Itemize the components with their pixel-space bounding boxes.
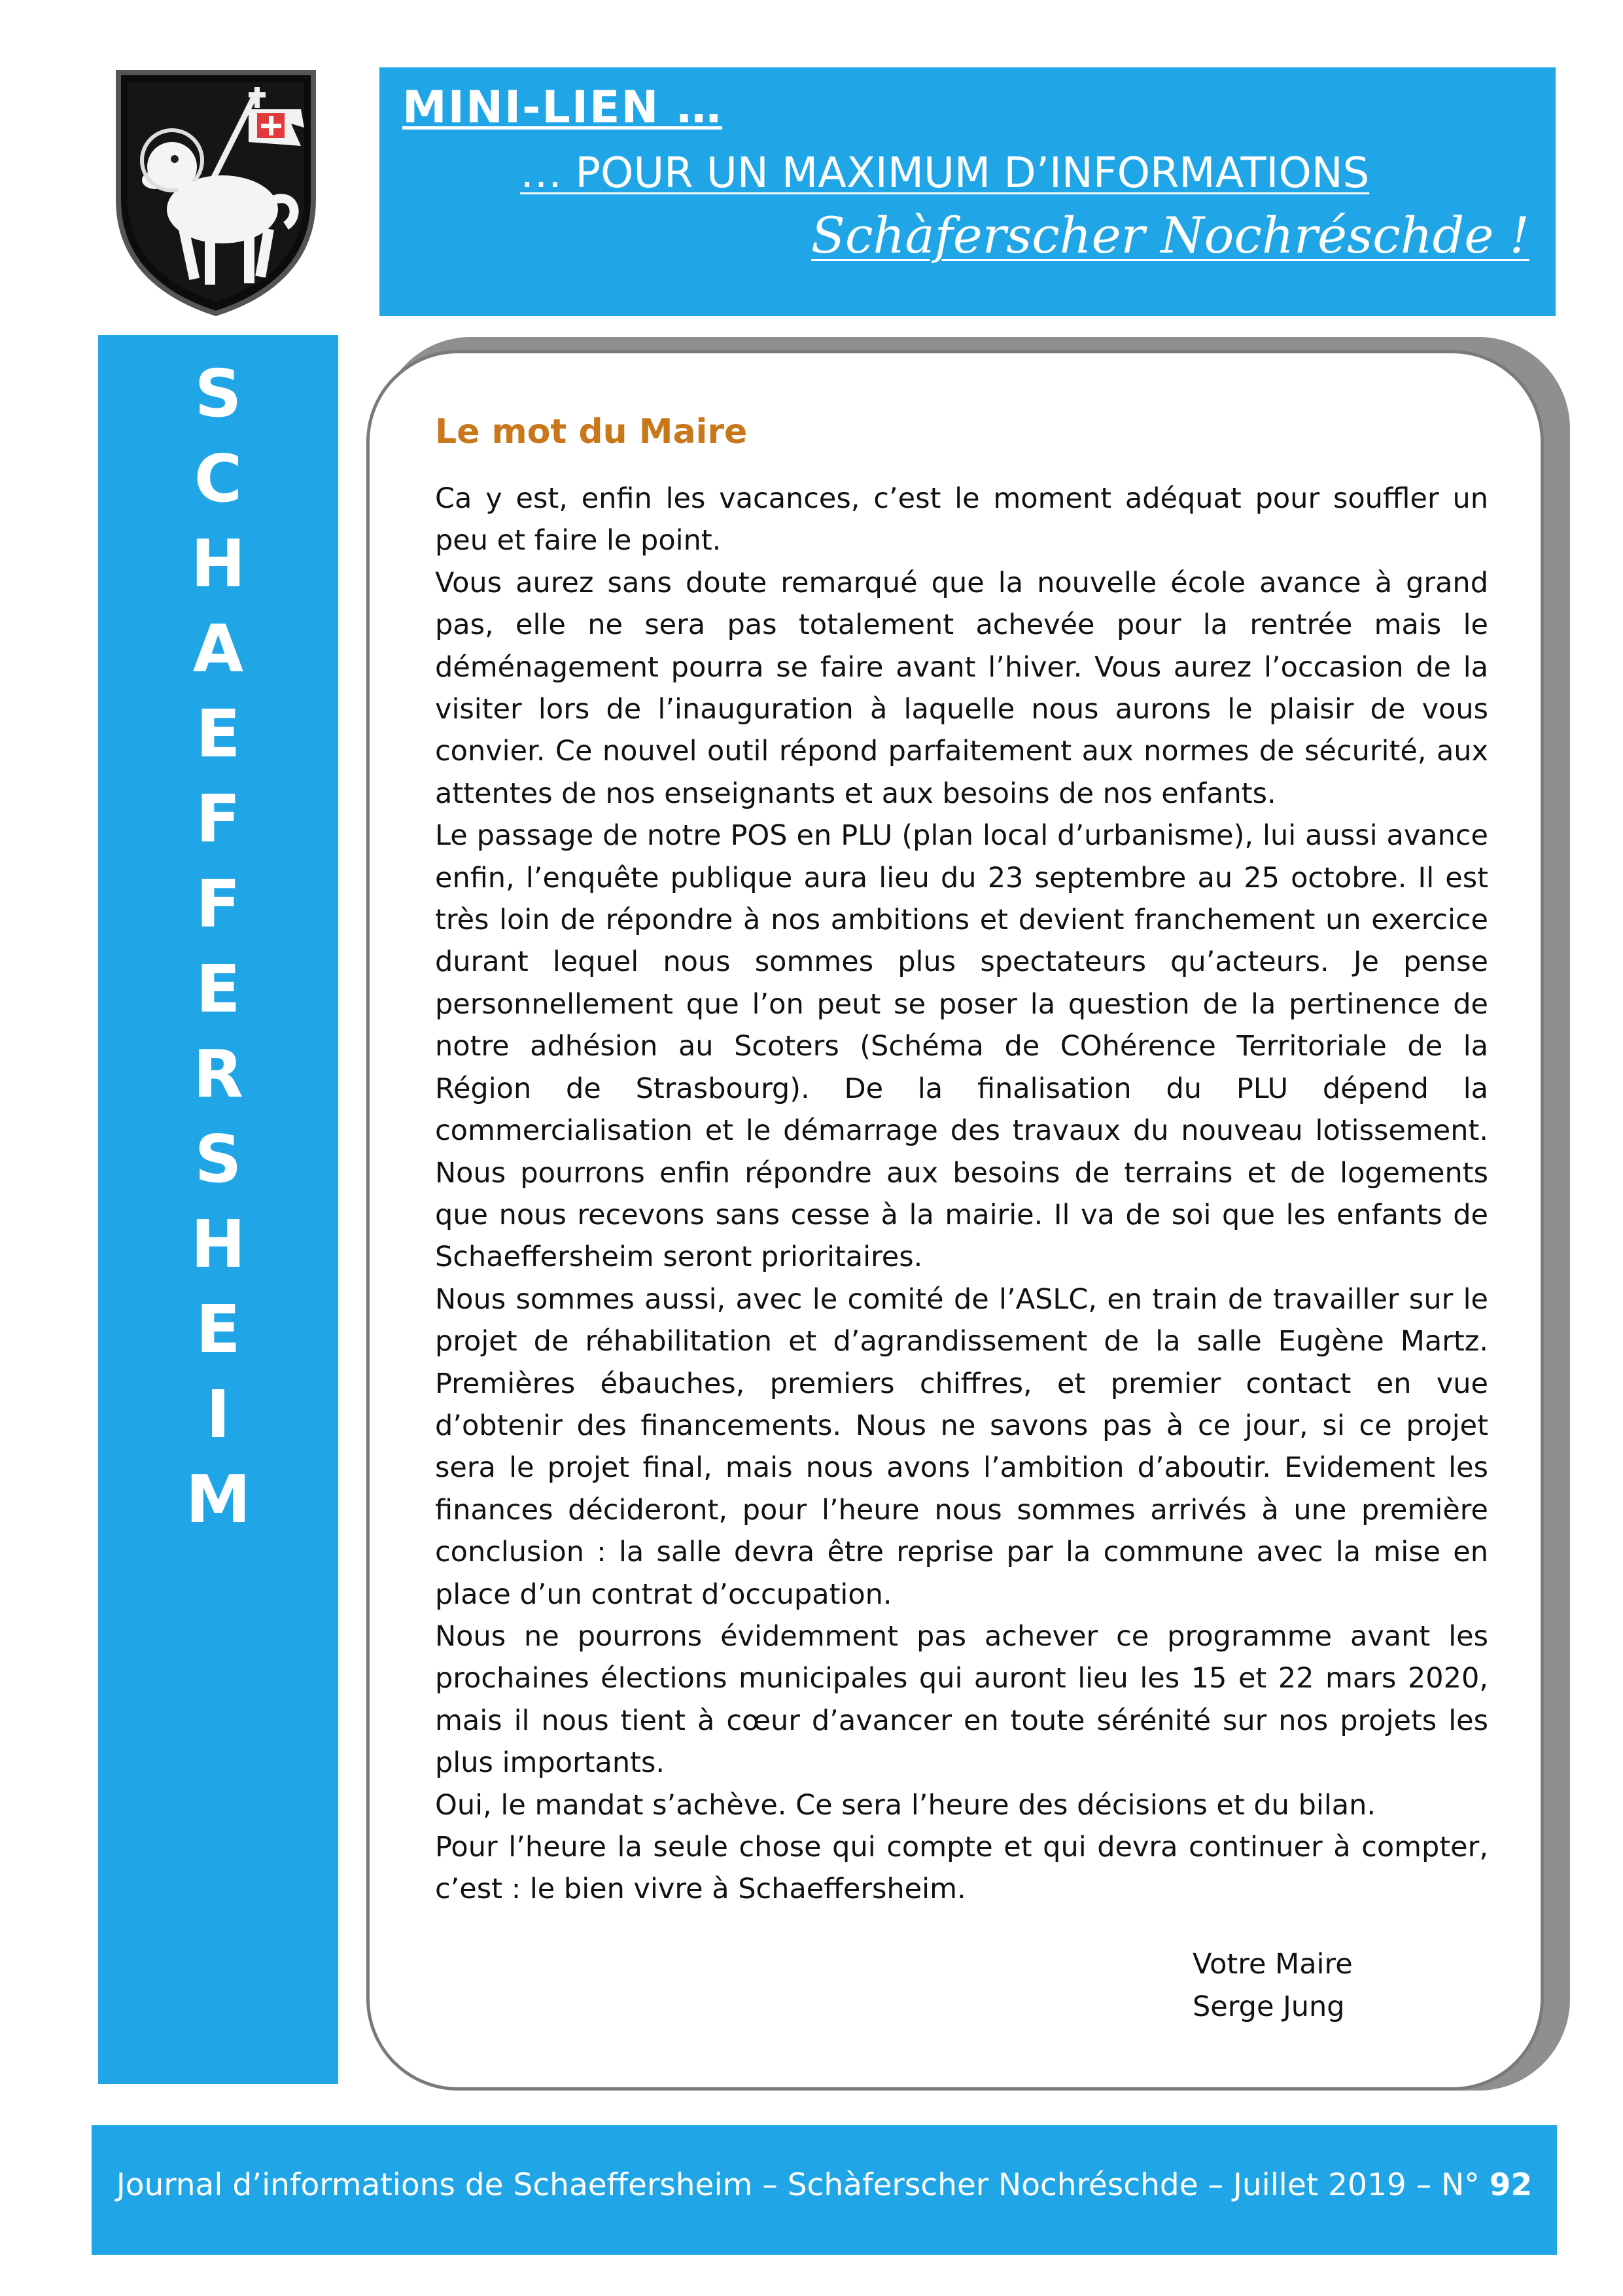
footer-text bbox=[92, 2167, 1557, 2203]
sidebar-letter: H bbox=[190, 1206, 246, 1282]
article-heading: Le mot du Maire bbox=[435, 412, 748, 451]
article-card bbox=[366, 350, 1544, 2091]
sidebar-letter: S bbox=[194, 355, 242, 432]
masthead-subtitle: … POUR UN MAXIMUM D’INFORMATIONS bbox=[520, 149, 1370, 198]
article-paragraph: Nous ne pourrons évidemment pas achever ce programme avant les prochaines élections municipales qui auront lieu les 15 et 22 mars 2020, mais il nous tient à cœur d’avancer en toute sérénité sur nos projets les plus importants. bbox=[435, 1619, 1488, 1780]
sidebar-letter: E bbox=[196, 696, 241, 772]
article-paragraph: Le passage de notre POS en PLU (plan local d’urbanisme), lui aussi avance enfin, l’enquête publique aura lieu du 23 septembre au 25 octobre. Il est très loin de répondre à nos ambitions et devient franchement un exercice durant lequel nous sommes plus spectateurs qu’acteurs. Je pense personnellement que l’on peut se poser la question de la pertinence de notre adhésion au Scoters (Schéma de COhérence Territoriale de la Région de Strasbourg). De la finalisation du PLU dépend la commercialisation et le démarrage des travaux du nouveau lotissement. Nous pourrons enfin répondre aux besoins de terrains et de logements que nous recevons sans cesse à la mairie. Il va de soi que les enfants de Schaeffersheim seront prioritaires. bbox=[435, 819, 1488, 1274]
article-paragraph: Ca y est, enfin les vacances, c’est le moment adéquat pour souffler un peu et faire le point. bbox=[435, 482, 1488, 557]
sidebar-letter: S bbox=[194, 1121, 242, 1197]
sidebar-letter: F bbox=[196, 866, 241, 942]
footer-journal-info: Journal d’informations de Schaeffersheim – Schàferscher Nochréschde – Juillet 2019 – N° bbox=[116, 2167, 1480, 2203]
signature-name: Serge Jung bbox=[1193, 1990, 1345, 2023]
sidebar-letter: M bbox=[185, 1461, 251, 1538]
sidebar-letter: E bbox=[196, 1291, 241, 1368]
sidebar-letter: F bbox=[196, 781, 241, 857]
coat-of-arms-icon bbox=[114, 69, 317, 317]
sidebar-letter: I bbox=[205, 1376, 231, 1453]
masthead-tagline: Schàferscher Nochréschde ! bbox=[811, 206, 1529, 264]
issue-number: 92 bbox=[1489, 2167, 1533, 2203]
sidebar-letter: E bbox=[196, 951, 241, 1027]
sidebar-letter: R bbox=[192, 1036, 243, 1112]
signature-role: Votre Maire bbox=[1193, 1948, 1353, 1981]
sidebar-letter: C bbox=[194, 440, 243, 517]
article-paragraph: Oui, le mandat s’achève. Ce sera l’heure des décisions et du bilan. bbox=[435, 1788, 1376, 1822]
article-paragraph: Pour l’heure la seule chose qui compte et qui devra continuer à compter, c’est : le bien vivre à Schaeffersheim. bbox=[435, 1831, 1488, 1906]
footer-bar bbox=[92, 2125, 1557, 2255]
article-paragraph: Vous aurez sans doute remarqué que la nouvelle école avance à grand pas, elle ne sera pas totalement achevée pour la rentrée mais le déménagement pourra se faire avant l’hiver. Vous aurez l’occasion de la visiter lors de l’inauguration à laquelle nous aurons le plaisir de vous convier. Ce nouvel outil répond parfaitement aux normes de sécurité, aux attentes de nos enseignants et aux besoins de nos enfants. bbox=[435, 566, 1488, 810]
masthead bbox=[379, 67, 1556, 316]
article-paragraph: Nous sommes aussi, avec le comité de l’ASLC, en train de travailler sur le projet de réhabilitation et d’agrandissement de la salle Eugène Martz. Premières ébauches, premiers chiffres, et premier contact en vue d’obtenir des financements. Nous ne savons pas à ce jour, si ce projet sera le projet final, mais nous avons l’ambition d’aboutir. Evidement les finances décideront, pour l’heure nous sommes arrivés à une première conclusion : la salle devra être reprise par la commune avec la mise en place d’un contrat d’occupation. bbox=[435, 1282, 1488, 1611]
signature bbox=[1193, 1943, 1353, 2028]
masthead-title: MINI-LIEN … bbox=[402, 82, 723, 133]
article-body bbox=[435, 478, 1488, 1911]
sidebar-letter: A bbox=[192, 610, 244, 687]
sidebar-letter: H bbox=[190, 525, 246, 602]
village-name-sidebar bbox=[98, 335, 338, 2084]
